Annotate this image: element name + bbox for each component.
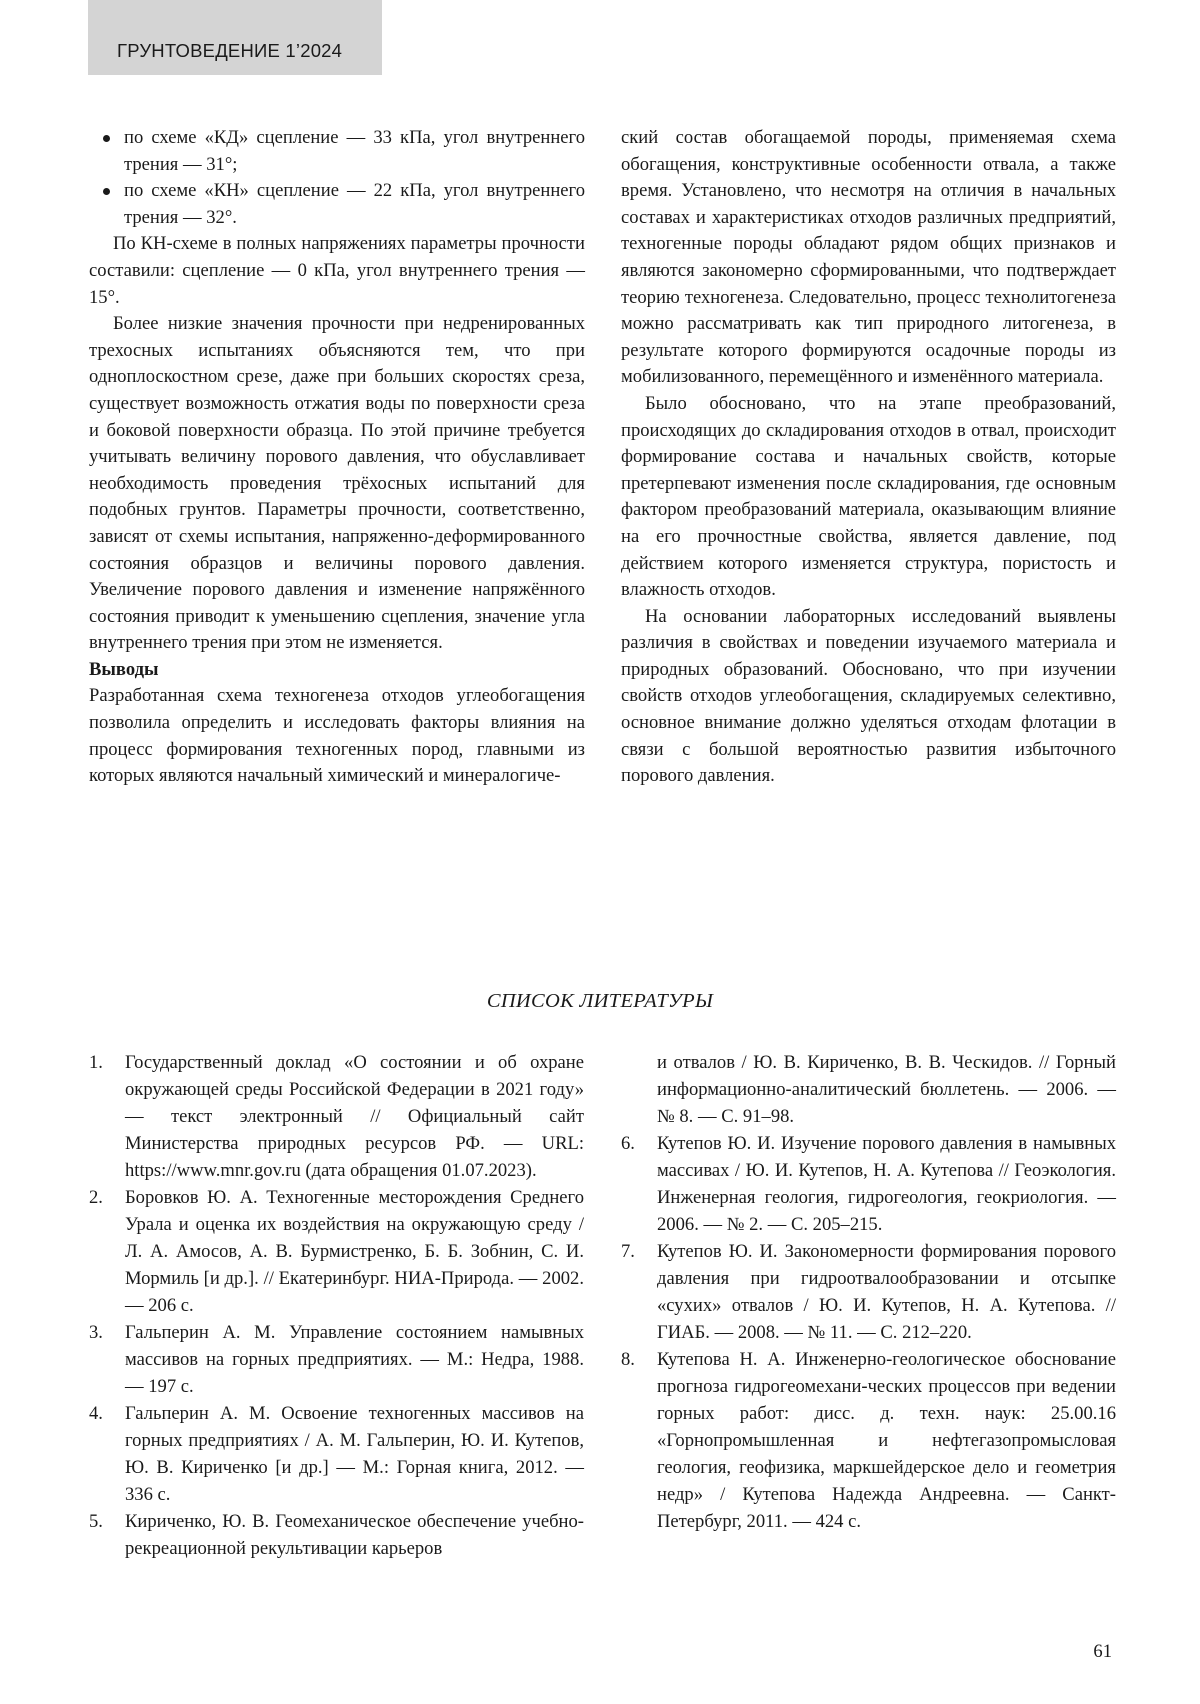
bullet-item: по схеме «КН» сцепление — 22 кПа, угол внутреннего трения — 32°. [89, 178, 585, 231]
paragraph: На основании лабораторных исследований выявлены различия в свойствах и поведении изучаемого материала и природных образований. Обосновано, что при изучении свойств отходов углеобогащения, складируемых селективно, основное внимание должно уделяться отходам флотации в связи с большой вероятностью развития избыточного порового давления. [621, 605, 1116, 787]
reference-item [89, 1184, 584, 1319]
bullet-item: по схеме «КД» сцепление — 33 кПа, угол внутреннего трения — 31°; [89, 125, 585, 178]
paragraph: По КН-схеме в полных напряжениях параметры прочности составили: сцепление — 0 кПа, угол внутреннего трения — 15°. [89, 233, 585, 308]
reference-item [89, 1508, 584, 1562]
paragraph: Более низкие значения прочности при недренированных трехосных испытаниях объясняются тем, что при одноплоскостном срезе, даже при больших скоростях среза, существует возможность отжатия воды по поверхности среза и боковой поверхности образца. По этой причине требуется учитывать величину порового давления, что обуславливает необходимость проведения трёхосных испытаний для подобных грунтов. Параметры прочности, соответственно, зависят от схемы испытания, напряженно-деформированного состояния образцов и величины порового давления. Увеличение порового давления и изменение напряжённого состояния приводит к уменьшению сцепления, значение угла внутреннего трения при этом не изменяется. [89, 313, 585, 654]
references-left-column [89, 1049, 584, 1562]
reference-item-continuation [621, 1049, 1116, 1130]
left-column [89, 125, 585, 790]
reference-number: 2. [89, 1187, 103, 1208]
references-right-column [621, 1049, 1116, 1535]
journal-header-tab [88, 0, 382, 75]
reference-number: 1. [89, 1052, 103, 1073]
right-column [621, 125, 1116, 790]
reference-item [89, 1049, 584, 1184]
reference-item [89, 1319, 584, 1400]
reference-number: 8. [621, 1349, 635, 1370]
reference-item [621, 1238, 1116, 1346]
reference-text: Кириченко, Ю. В. Геомеханическое обеспечение учебно-рекреационной рекультивации карьеров [125, 1511, 584, 1559]
reference-number: 6. [621, 1133, 635, 1154]
page-number: 61 [1093, 1641, 1112, 1662]
reference-item [621, 1346, 1116, 1535]
reference-text: Гальперин А. М. Освоение техногенных массивов на горных предприятиях / А. М. Гальперин, Ю. И. Кутепов, Ю. В. Кириченко [и др.] — М.: Горная книга, 2012. — 336 с. [125, 1403, 584, 1505]
reference-text: Боровков Ю. А. Техногенные месторождения Среднего Урала и оценка их воздействия на окружающую среду / Л. А. Амосов, А. В. Бурмистренко, Б. Б. Зобнин, С. И. Мормиль [и др.]. // Екатеринбург. НИА-Природа. — 2002. — 206 с. [125, 1187, 584, 1316]
paragraph: Было обосновано, что на этапе преобразований, происходящих до складирования отходов в отвал, происходит формирование состава и начальных свойств, которые претерпевают изменения после складирования, где основным фактором преобразований материала, оказывающим влияние на его прочностные свойства, является давление, под действием которого изменяется структура, пористость и влажность отходов. [621, 392, 1116, 601]
reference-text: Кутепов Ю. И. Изучение порового давления в намывных массивах / Ю. И. Кутепов, Н. А. Кутепова // Геоэкология. Инженерная геология, гидрогеология, геокриология. — 2006. — № 2. — С. 205–215. [657, 1133, 1116, 1235]
reference-text: Гальперин А. М. Управление состоянием намывных массивов на горных предприятиях. — М.: Недра, 1988. — 197 с. [125, 1322, 584, 1397]
reference-item [621, 1130, 1116, 1238]
reference-number: 5. [89, 1511, 103, 1532]
references-title: СПИСОК ЛИТЕРАТУРЫ [486, 990, 714, 1012]
reference-number: 4. [89, 1403, 103, 1424]
paragraph: ский состав обогащаемой породы, применяемая схема обогащения, конструктивные особенности отвала, а также время. Установлено, что несмотря на отличия в начальных составах и характеристиках отходов различных предприятий, техногенные породы обладают рядом общих признаков и являются закономерно сформированными, что подтверждает теорию техногенеза. Следовательно, процесс технолитогенеза можно рассматривать как тип природного литогенеза, в результате которого формируются осадочные породы из мобилизованного, перемещённого и изменённого материала. [621, 127, 1116, 388]
reference-number: 7. [621, 1241, 635, 1262]
reference-text: Кутепова Н. А. Инженерно-геологическое обоснование прогноза гидрогеомехани-ческих процессов при ведении горных работ: дисс. д. техн. наук: 25.00.16 «Горнопромышленная и нефтегазопромысловая геология, геофизика, маркшейдерское дело и геометрия недр» / Кутепова Надежда Андреевна. — Санкт-Петербург, 2011. — 424 с. [657, 1349, 1116, 1532]
reference-text: Государственный доклад «О состоянии и об охране окружающей среды Российской Федерации в 2021 году» — текст электронный // Официальный сайт Министерства природных ресурсов РФ. — URL: https://www.mnr.gov.ru (дата обращения 01.07.2023). [125, 1052, 584, 1181]
reference-text: и отвалов / Ю. В. Кириченко, В. В. Ческидов. // Горный информационно-аналитический бюллетень. — 2006. — № 8. — С. 91–98. [657, 1052, 1116, 1127]
reference-item [89, 1400, 584, 1508]
reference-number: 3. [89, 1322, 103, 1343]
conclusions-text: Разработанная схема техногенеза отходов углеобогащения позволила определить и исследовать факторы влияния на процесс формирования техногенных пород, главными из которых являются начальный химический и минералогиче- [89, 685, 585, 787]
bullet-list [89, 125, 585, 231]
reference-text: Кутепов Ю. И. Закономерности формирования порового давления при гидроотвалообразовании и отсыпке «сухих» отвалов / Ю. И. Кутепов, Н. А. Кутепова. // ГИАБ. — 2008. — № 11. — С. 212–220. [657, 1241, 1116, 1343]
conclusions-heading: Выводы [89, 658, 159, 680]
journal-title: ГРУНТОВЕДЕНИЕ 1’2024 [117, 40, 343, 61]
